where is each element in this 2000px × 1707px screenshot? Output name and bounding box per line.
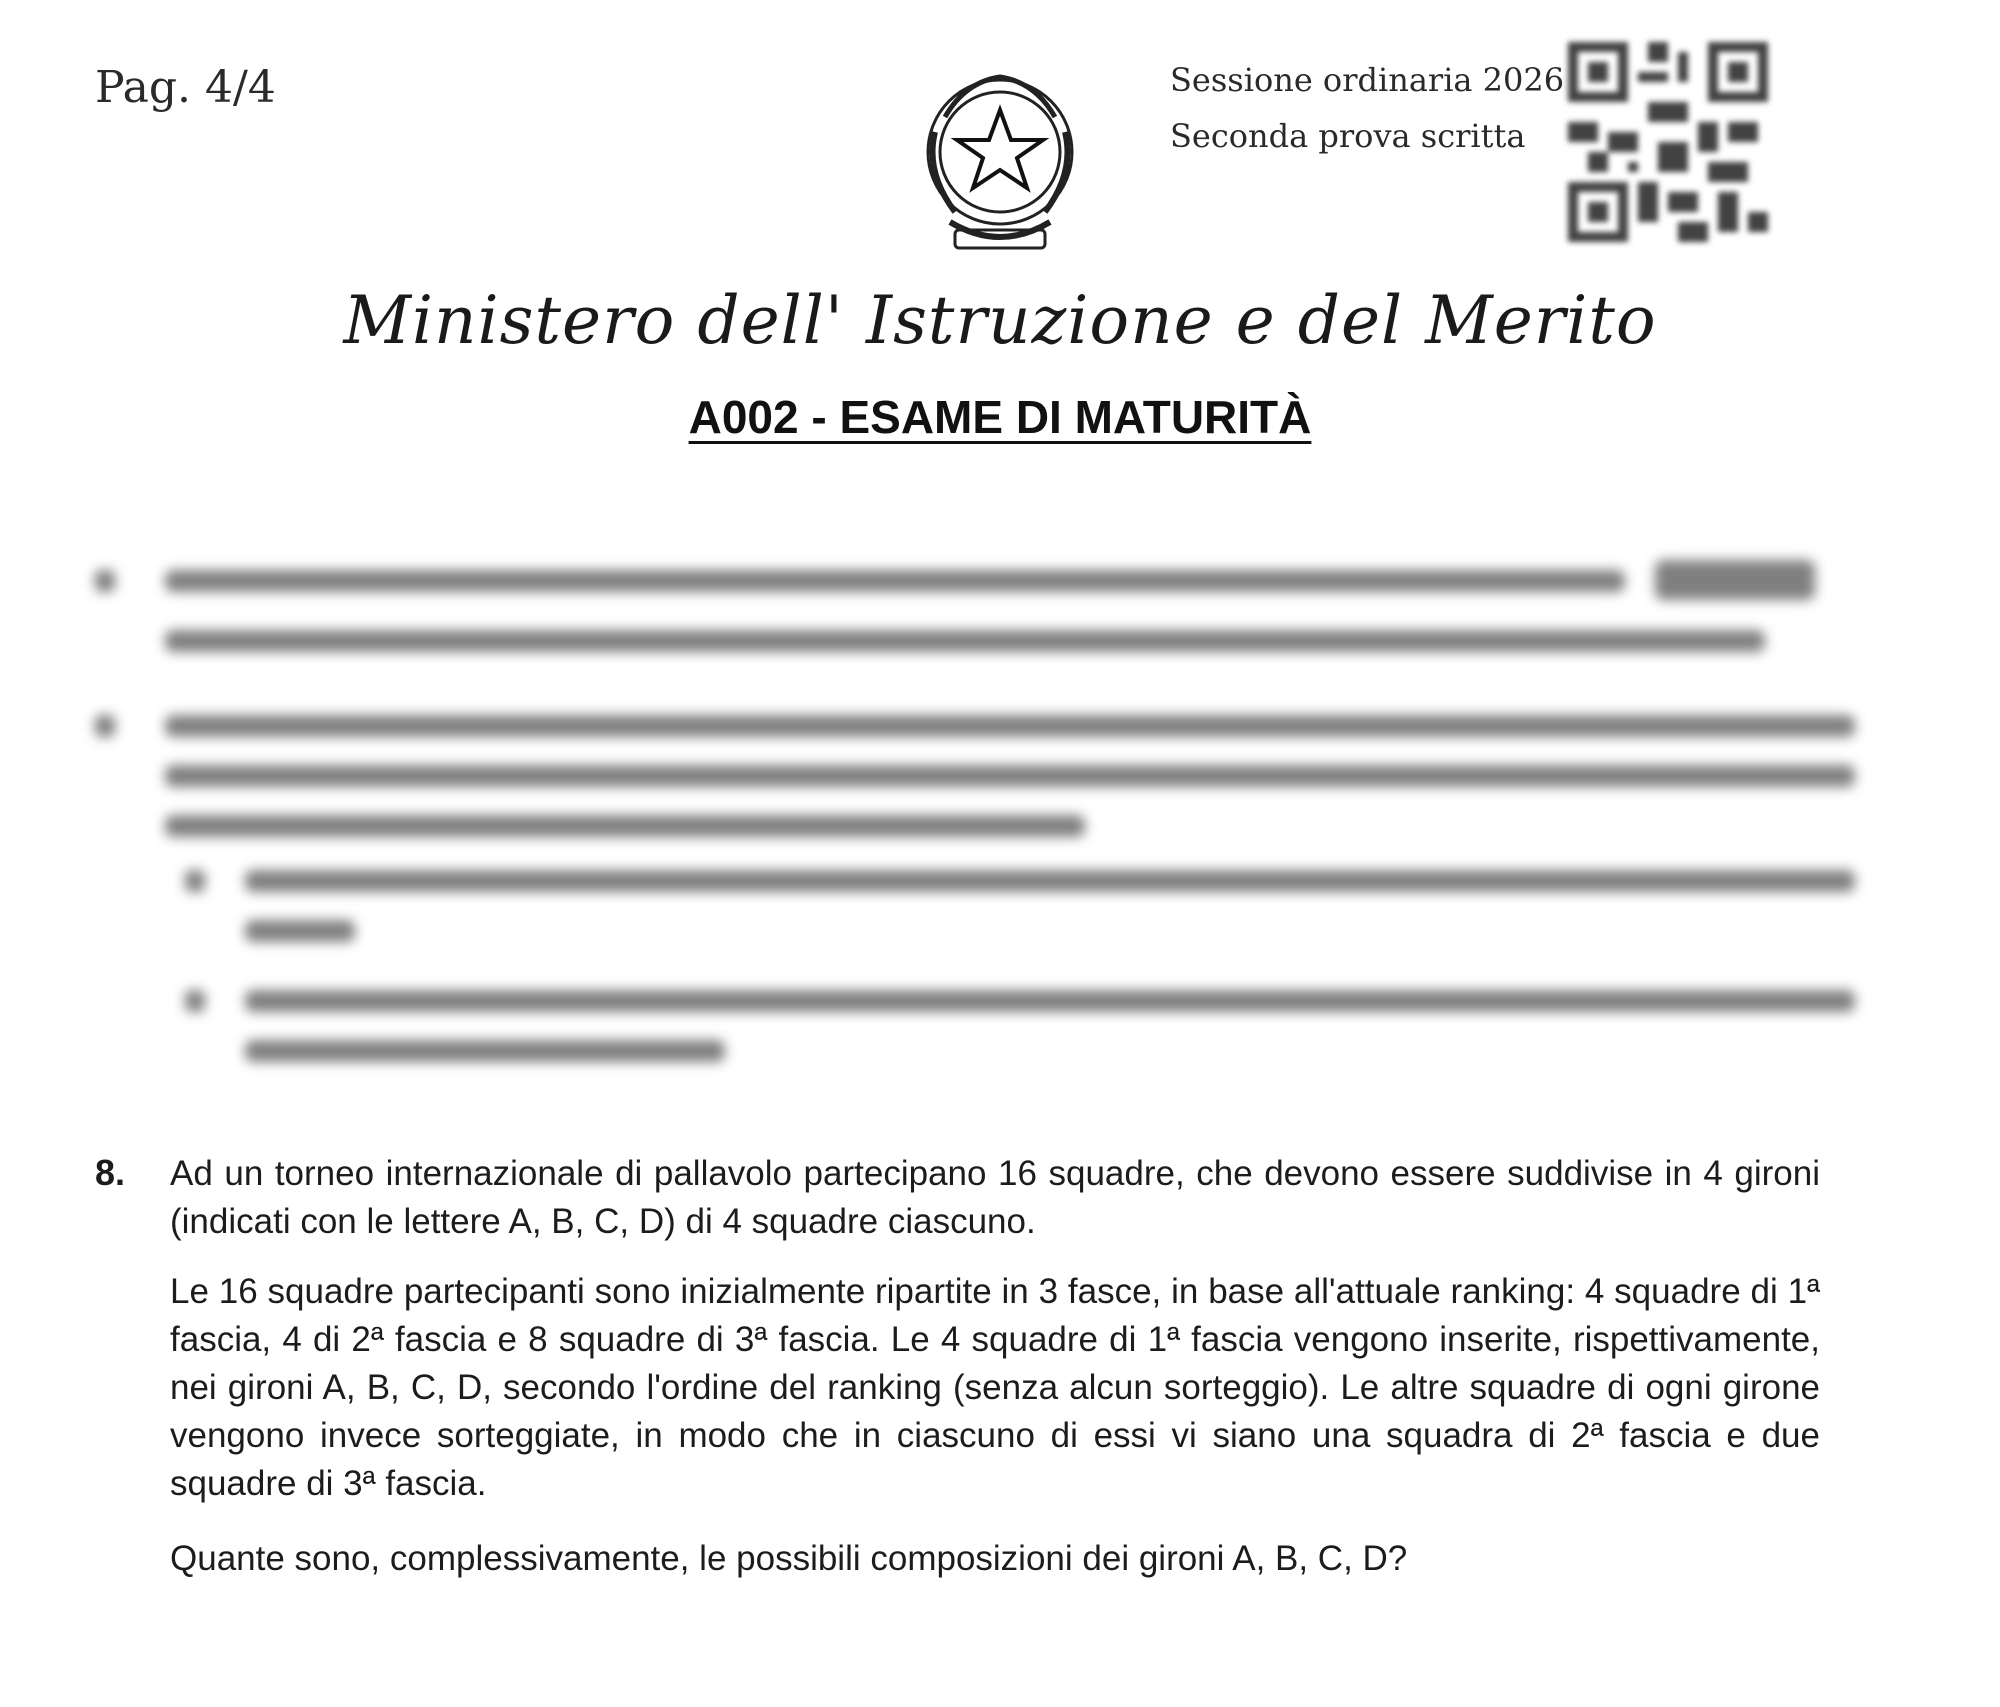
- session-info: [1170, 52, 1564, 164]
- page-number: Pag. 4/4: [95, 62, 276, 113]
- question-paragraph-3: Quante sono, complessivamente, le possibili composizioni dei gironi A, B, C, D?: [170, 1539, 1408, 1578]
- exam-title: [0, 390, 2000, 444]
- qr-code-icon: [1568, 42, 1768, 242]
- exam-type-line: Seconda prova scritta: [1170, 117, 1526, 155]
- exam-title-text: A002 - ESAME DI MATURITÀ: [688, 391, 1312, 443]
- question-number: 8.: [95, 1152, 126, 1193]
- question-paragraph-2: Le 16 squadre partecipanti sono inizialmente ripartite in 3 fasce, in base all'attuale ranking: 4 squadre di 1ª fascia, 4 di 2ª fascia e 8 squadre di 3ª fascia. Le 4 squadre di 1ª fascia vengono inserite, rispettivamente, nei gironi A, B, C, D, secondo l'ordine del ranking (senza alcun sorteggio). Le altre squadre di ogni girone vengono invece sorteggiate, in modo che in ciascuno di essi vi siano una squadra di 2ª fascia e due squadre di 3ª fascia.: [170, 1272, 1820, 1503]
- session-line: Sessione ordinaria 2026: [1170, 61, 1565, 99]
- blurred-questions: [95, 540, 1855, 1120]
- question-paragraph-1: Ad un torneo internazionale di pallavolo partecipano 16 squadre, che devono essere suddivise in 4 gironi (indicati con le lettere A, B, C, D) di 4 squadre ciascuno.: [170, 1154, 1820, 1241]
- ministry-name: Ministero dell' Istruzione e del Merito: [343, 282, 1657, 359]
- italian-republic-emblem-icon: [915, 62, 1085, 262]
